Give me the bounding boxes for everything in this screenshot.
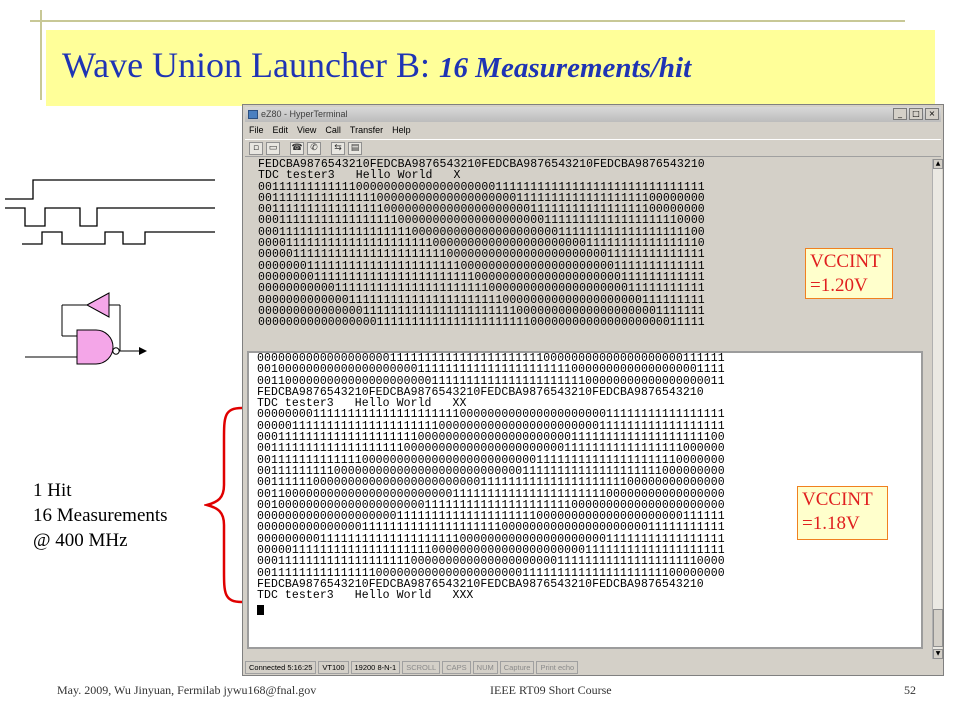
menu-call[interactable]: Call (325, 125, 341, 135)
terminal-line: 0000011111111111111111111100000000000000000000000111111111111111111 (257, 419, 725, 433)
terminal-line: FEDCBA9876543210FEDCBA9876543210FEDCBA9876543210FEDCBA9876543210 (257, 577, 704, 591)
waveform-diagram (5, 175, 220, 247)
window-controls (893, 108, 939, 120)
title-main: Wave Union Launcher B: (62, 45, 439, 85)
terminal-line: 0010000000000000000000001111111111111111111110000000000000000000000 (257, 498, 725, 512)
vertical-scrollbar[interactable] (932, 159, 942, 659)
terminal-line: 0000000011111111111111111111100000000000000000000011111111111111111 (257, 408, 725, 422)
scroll-down-arrow-icon[interactable]: ▼ (933, 649, 943, 659)
inverter-bubble (113, 348, 119, 354)
disconnect-icon[interactable]: ✆ (307, 142, 321, 155)
menu-edit[interactable]: Edit (272, 125, 289, 135)
terminal-line: 0011000000000000000000000111111111111111111111100000000000000000011 (257, 374, 725, 388)
status-num: NUM (473, 661, 498, 674)
terminal-line: 0000000001111111111111111111100000000000000000000011111111111111111 (257, 532, 725, 546)
menu-help[interactable]: Help (392, 125, 411, 135)
open-icon[interactable]: ▭ (266, 142, 280, 155)
status-bar (245, 661, 941, 674)
scroll-up-arrow-icon[interactable]: ▲ (933, 159, 943, 169)
terminal-line: 0011111111111111100000000000000000000011111111111111111111100000000 (257, 566, 725, 580)
slide-title (62, 44, 691, 86)
footer-course: IEEE RT09 Short Course (490, 683, 612, 697)
app-icon (248, 110, 258, 119)
terminal-line: 0000000111111111111111111111100000000000000000000001111111111111 (258, 259, 705, 273)
hit-line-1: 1 Hit (33, 480, 72, 501)
terminal-cursor (257, 605, 264, 615)
terminal-line: 0011111111111110000000000000000000000000111111111111111111110000000 (257, 453, 725, 467)
terminal-line: TDC tester3 Hello World XXX (257, 589, 474, 603)
buffer-triangle-icon (87, 293, 109, 317)
curly-brace (204, 405, 246, 605)
close-button[interactable]: × (925, 108, 939, 120)
terminal-line: 0011111111111111100000000000000000000111111111111111111100000000 (258, 191, 705, 205)
title-subtitle: 16 Measurements/hit (438, 52, 692, 84)
footer-page-number: 52 (904, 683, 916, 697)
terminal-line: 0000111111111111111111111000000000000000000000011111111111111110 (258, 237, 705, 251)
hit-description (33, 478, 168, 553)
left-rule (40, 10, 42, 100)
waveform-1 (5, 180, 215, 199)
top-rule (30, 20, 905, 22)
terminal-line: 0011111111111111110000000000000000000001111111111111111100000000 (258, 203, 705, 217)
phone-icon[interactable]: ☎ (291, 142, 303, 153)
status-print-echo: Print echo (536, 661, 578, 674)
gate-loop-diagram (20, 286, 150, 366)
terminal-line: 0000000000000111111111111111111111100000000000000000000111111111 (258, 293, 705, 307)
terminal-line: 0001111111111111111111000000000000000000000111111111111111111110000 (257, 555, 725, 569)
status-caps: CAPS (442, 661, 470, 674)
terminal-line: 0000011111111111111111111000000000000000000000011111111111111111111 (257, 544, 725, 558)
terminal-line: 0000000000011111111111111111111110000000000000000000011111111111 (258, 282, 705, 296)
window-title: eZ80 - HyperTerminal (261, 109, 348, 119)
terminal-line: TDC tester3 Hello World XX (257, 397, 467, 411)
status-port-settings: 19200 8-N-1 (351, 661, 401, 674)
terminal-line: 0011111111100000000000000000000000000011111111111111111111000000000 (257, 464, 725, 478)
toolbar (245, 139, 941, 157)
terminal-line: 0011111100000000000000000000000011111111111111111111100000000000000 (257, 476, 725, 490)
minimize-button[interactable]: _ (893, 108, 907, 120)
hit-line-3: @ 400 MHz (33, 530, 128, 551)
terminal-line: 0000000000000000000011111111111111111111000000000000000000000111111 (257, 510, 725, 524)
properties-icon[interactable]: ▤ (348, 142, 362, 155)
hit-line-2: 16 Measurements (33, 505, 168, 526)
menu-view[interactable]: View (297, 125, 317, 135)
waveform-3 (22, 232, 215, 244)
output-arrow-icon (139, 347, 147, 355)
terminal-line: 0001111111111111111100000000000000000000011111111111111111110000 (258, 214, 705, 228)
terminal-line: 0000011111111111111111111110000000000000000000000011111111111111 (258, 248, 705, 262)
menu-bar (245, 123, 941, 138)
terminal-line: 0001111111111111111111100000000000000000000001111111111111111111100 (257, 431, 725, 445)
nand-gate-icon (77, 330, 113, 364)
terminal-line: FEDCBA9876543210FEDCBA9876543210FEDCBA9876543210FEDCBA9876543210 (257, 385, 704, 399)
terminal-line: 0000000000000001111111111111111111111000000000000000000001111111 (258, 304, 705, 318)
terminal-line: 0011000000000000000000000000111111111111111111111100000000000000000 (257, 487, 725, 501)
status-capture: Capture (500, 661, 535, 674)
waveform-2 (5, 208, 215, 226)
scroll-thumb[interactable] (933, 609, 943, 647)
status-scroll: SCROLL (402, 661, 440, 674)
hyperterminal-window (242, 104, 944, 676)
footer-author: May. 2009, Wu Jinyuan, Fermilab jywu168@fnal.gov (57, 683, 317, 697)
status-connected: Connected 5:16:25 (245, 661, 316, 674)
window-titlebar[interactable] (245, 107, 941, 122)
menu-file[interactable]: File (249, 125, 264, 135)
maximize-button[interactable]: □ (909, 108, 923, 120)
vccint-callout-bottom: VCCINT =1.18V (797, 486, 888, 540)
status-emulation: VT100 (318, 661, 348, 674)
terminal-line: 0000000000000000000111111111111111111111100000000000000000000111111 (257, 352, 725, 365)
terminal-line: 0000000000000000011111111111111111111110000000000000000000011111 (258, 316, 705, 330)
send-icon[interactable]: ⇆ (331, 142, 345, 155)
terminal-line: FEDCBA9876543210FEDCBA9876543210FEDCBA9876543210FEDCBA9876543210 (258, 159, 705, 171)
terminal-line: 0011111111111100000000000000000000111111111111111111111111111111 (258, 180, 705, 194)
terminal-line: 0001111111111111111111000000000000000000000111111111111111111100 (258, 225, 705, 239)
menu-transfer[interactable]: Transfer (349, 125, 384, 135)
new-icon[interactable]: ▫ (249, 142, 263, 155)
terminal-line: 0011111111111111111110000000000000000000000011111111111111111000000 (257, 442, 725, 456)
terminal-line: 0010000000000000000000011111111111111111111110000000000000000001111 (257, 363, 725, 377)
terminal-line: 0000000000000001111111111111111111100000000000000000000011111111111 (257, 521, 725, 535)
terminal-line: 0000000011111111111111111111111000000000000000000000111111111111 (258, 270, 705, 284)
brace-path (207, 408, 242, 602)
vccint-callout-top: VCCINT =1.20V (805, 248, 893, 299)
terminal-line: TDC tester3 Hello World X (258, 169, 461, 183)
waveform-traces (5, 180, 215, 244)
